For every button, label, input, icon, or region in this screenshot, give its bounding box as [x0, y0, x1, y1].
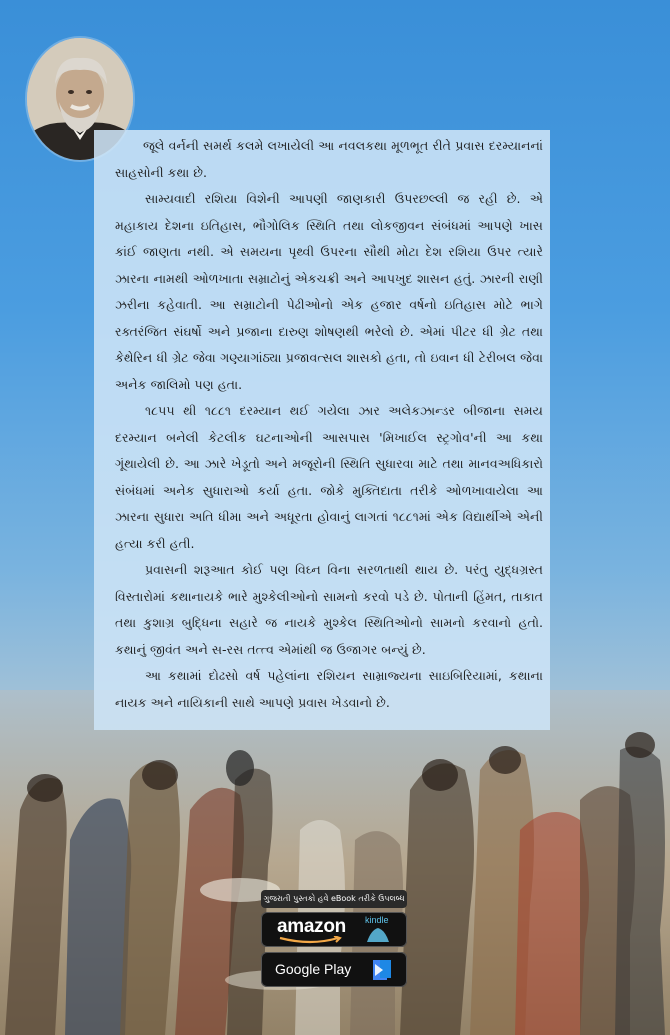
ebook-badges: [259, 890, 409, 990]
kindle-label: kindle: [365, 915, 389, 925]
paragraph-1: જૂલે વર્નની સમર્થ કલમે લખાયેલી આ નવલકથા મૂળભૂત રીતે પ્રવાસ દરમ્યાનનાં સાહસોની કથા છે.: [115, 138, 543, 180]
paragraph-5: આ કથામાં દોઢસો વર્ષ પહેલાંના રશિયન સામ્રાજ્યના સાઇબિરિયામાં, કથાના નાયક અને નાયિકાની સાથે આપણે પ્રવાસ ખેડવાનો છે.: [115, 668, 543, 710]
paragraph-4: પ્રવાસની શરૂઆત કોઈ પણ વિઘ્ન વિના સરળતાથી થાય છે. પરંતુ યુદ્ધગ્રસ્ત વિસ્તારોમાં કથાનાયકે ભારે મુશ્કેલીઓનો સામનો કરવો પડે છે. પોતાની હિંમત, તાકાત તથા કુશાગ્ર બુદ્ધિના સહારે જ નાયકે મુશ્કેલ સ્થિતિઓનો સામનો કરવાનો હતો. કથાનું જીવંત અને સ-રસ તત્ત્વ એમાંથી જ ઉજાગર બન્યું છે.: [115, 562, 543, 657]
google-play-books-icon: [371, 958, 393, 982]
paragraph-2: સામ્યવાદી રશિયા વિશેની આપણી જાણકારી ઉપરછલ્લી જ રહી છે. એ મહાકાય દેશના ઇતિહાસ, ભૌગોલિક સ્થિતિ તથા લોકજીવન સંબંધમાં આપણે ખાસ કાંઈ જાણતા નથી. એ સમયના પૃથ્વી ઉપરના સૌથી મોટા દેશ રશિયા ઉપર ત્યારે ઝારના નામથી ઓળખાતા સમ્રાટોનું એકચક્રી અને આપખુદ શાસન હતું. ઝારની રાણી ઝરીના કહેવાતી. આ સમ્રાટોની પેઢીઓનો એક હજાર વર્ષનો ઇતિહાસ મોટે ભાગે રક્તરંજિત સંઘર્ષો અને પ્રજાના દારુણ શોષણથી ભરેલો છે. એમાં પીટર ધી ગ્રેટ તથા કેથેરિન ધી ગ્રેટ જેવા ગણ્યાગાંઠ્યા પ્રજાવત્સલ શાસકો હતા, તો ઇવાન ધી ટેરીબલ જેવા અનેક જાલિમો પણ હતા.: [115, 191, 543, 392]
description-text: [115, 133, 543, 716]
amazon-label: amazon: [277, 916, 346, 937]
paragraph-3: ૧૮૫૫ થી ૧૮૮૧ દરમ્યાન થઈ ગયેલા ઝાર અલેકઝાન્ડર બીજાના સમય દરમ્યાન બનેલી કેટલીક ઘટનાઓની આસપાસ 'મિખાઈલ સ્ટ્રગોવ'ની આ કથા ગૂંથાયેલી છે. આ ઝારે ખેડૂતો અને મજૂરોની સ્થિતિ સુધારવા માટે તથા માનવઅધિકારો સંબંધમાં અનેક સુધારાઓ કર્યા હતા. જોકે મુક્તિદાતા તરીકે ઓળખાવાયેલા આ ઝારના સુધારા અતિ ધીમા અને અધૂરતા હોવાનું લાગતાં ૧૮૮૧માં એક વિદ્યાર્થીએ એની હત્યા કરી હતી.: [115, 403, 543, 551]
ebook-caption: ગુજરાતી પુસ્તકો હવે eBook તરીકે ઉપલબ્ધ: [261, 890, 407, 908]
kindle-reader-icon: [365, 926, 391, 944]
amazon-smile-icon: [278, 936, 344, 944]
google-play-badge[interactable]: [261, 952, 407, 987]
google-play-label: Google Play: [275, 961, 352, 977]
amazon-kindle-badge[interactable]: [261, 912, 407, 947]
